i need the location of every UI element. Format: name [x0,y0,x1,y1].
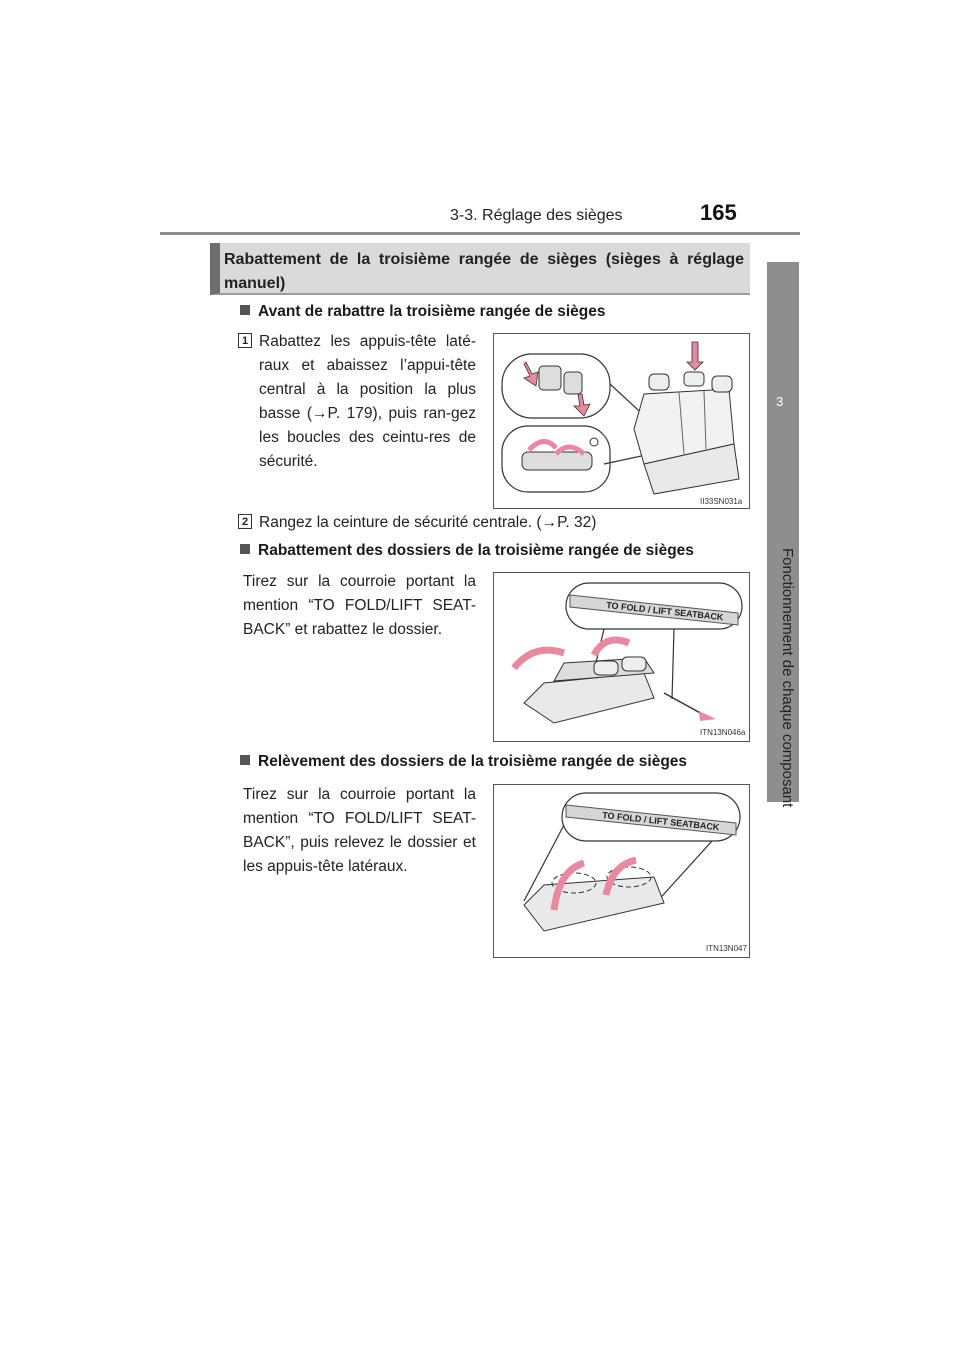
bullet-square-icon [240,755,250,765]
seat-illustration-3 [494,785,749,957]
seat-illustration-2 [494,573,749,741]
step-number-1: 1 [238,333,252,348]
raising-instructions: Tirez sur la courroie portant la mention “TO FOLD/LIFT SEAT-BACK”, puis relevez le dossier et les appuis-tête latéraux. [243,786,476,875]
bullet-square-icon [240,305,250,315]
subheading-before-folding [240,303,605,321]
bullet-square-icon [240,544,250,554]
figure-code-3: ITN13N047 [706,944,747,953]
subheading-text: Avant de rabattre la troisième rangée de sièges [258,303,606,320]
step-number-2: 2 [238,514,252,529]
header-divider [160,232,800,235]
subheading-folding-seatbacks [240,542,694,560]
figure-code-2: ITN13N046a [700,728,746,737]
running-header: 3-3. Réglage des sièges [450,207,623,224]
chapter-number: 3 [776,394,784,409]
step-2-text: Rangez la ceinture de sécurité centrale. (→P. 32) [259,514,597,531]
subheading-raising-seatbacks [240,753,687,771]
page-number: 165 [700,200,737,225]
chapter-title: Fonctionnement de chaque composant [779,548,796,808]
figure-raising-seatback [493,784,750,958]
section-title: Rabattement de la troisième rangée de sièges (sièges à réglage manuel) [224,251,744,292]
step-1-text: Rabattez les appuis-tête laté-raux et abaissez l’appui-tête central à la position la plus basse (→P. 179), puis ran-gez les boucles des ceintu-res de sécurité. [259,333,476,470]
folding-instructions: Tirez sur la courroie portant la mention “TO FOLD/LIFT SEAT-BACK” et rabattez le dossier. [243,573,476,638]
seat-illustration-1 [494,334,749,508]
subheading-text: Relèvement des dossiers de la troisième rangée de sièges [258,753,688,770]
figure-headrests-buckles [493,333,750,509]
strap-label-1: TO FOLD / LIFT SEATBACK [605,600,724,623]
figure-folding-seatback [493,572,750,742]
figure-code-1: II33SN031a [700,497,743,506]
subheading-text: Rabattement des dossiers de la troisième rangée de sièges [258,542,694,559]
strap-label-2: TO FOLD / LIFT SEATBACK [601,810,720,833]
